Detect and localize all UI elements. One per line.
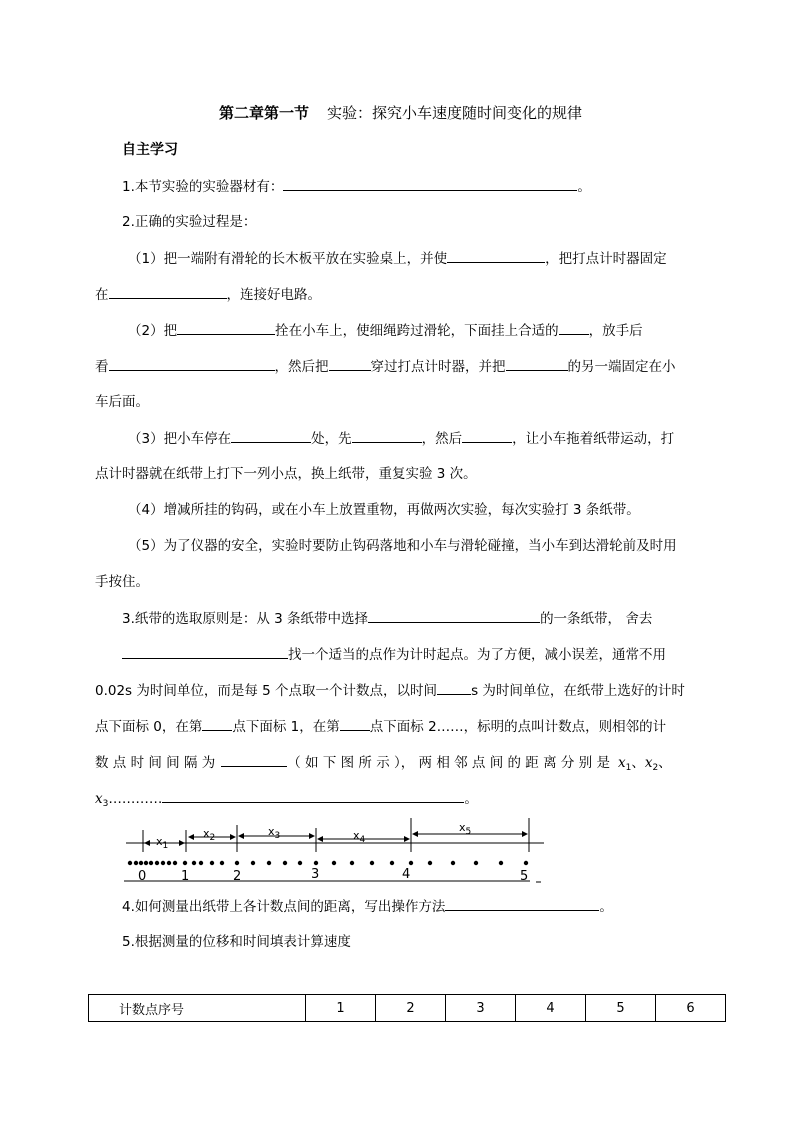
table-col-6[interactable]: 6	[656, 995, 726, 1022]
q3-x1-sub: 1	[625, 763, 632, 773]
tape-dot	[144, 861, 148, 865]
arrowhead	[404, 836, 410, 842]
q3-x2-sub: 2	[652, 763, 659, 773]
q2-s1-b: ，把打点计时器固定	[545, 251, 667, 267]
tape-dot	[149, 861, 153, 865]
table-col-5[interactable]: 5	[586, 995, 656, 1022]
tape-dot	[167, 861, 171, 865]
q2-s3-b: 处，先	[311, 431, 352, 447]
tape-dot	[251, 861, 255, 865]
tape-dots	[128, 861, 528, 865]
q2-s2-f: 穿过打点计时器，并把	[370, 359, 506, 375]
tape-dot	[314, 861, 318, 865]
q3-h: 点下面标 2……，标明的点叫计数点，则相邻的计	[369, 719, 667, 735]
tape-dot	[235, 861, 239, 865]
arrowhead	[412, 831, 418, 837]
q2-step5-line2: 手按住。	[95, 574, 149, 590]
q3-d: 0.02s 为时间单位，而是每 5 个点取一个计数点，以时间	[95, 683, 438, 699]
tape-dot	[183, 861, 187, 865]
tape-dot	[298, 861, 302, 865]
tape-dot	[192, 861, 196, 865]
point-label-4: 4	[402, 867, 411, 882]
q3-x3-sub: 3	[102, 799, 109, 809]
q3-k: …………	[108, 791, 163, 807]
q2-s2-g: 的另一端固定在小	[567, 359, 676, 375]
tape-dot	[173, 861, 177, 865]
tape-dot	[161, 861, 165, 865]
label-x4	[353, 829, 365, 845]
q2-step3-line2: 点计时器就在纸带上打下一列小点，换上纸带，重复实验 3 次。	[95, 466, 477, 482]
q2-s3-d: ，让小车拖着纸带运动，打	[512, 431, 675, 447]
label-x5	[459, 821, 471, 837]
label-x3	[268, 825, 280, 841]
label-x5-x: x	[459, 821, 466, 834]
q3-e: s 为时间单位，在纸带上选好的计时	[471, 683, 685, 699]
label-x2	[203, 827, 215, 843]
q2-s1-a: （1）把一端附有滑轮的长木板平放在实验桌上，并使	[128, 251, 448, 267]
question-5: 5.根据测量的位移和时间填表计算速度	[122, 934, 351, 950]
label-x4-x: x	[353, 829, 360, 842]
tape-dot	[283, 861, 287, 865]
tape-dot	[267, 861, 271, 865]
point-label-3: 3	[311, 867, 320, 882]
q1-end: 。	[577, 179, 591, 195]
arrowhead	[179, 840, 185, 846]
q3-g: 点下面标 1，在第	[232, 719, 340, 735]
q3-x1: x	[617, 755, 626, 771]
q2-s2-a: （2）把	[128, 323, 178, 339]
tape-dot	[499, 861, 503, 865]
q2-s1-c: 在	[95, 287, 109, 303]
tape-dot	[155, 861, 159, 865]
q3-a: 3.纸带的选取原则是：从 3 条纸带中选择	[122, 611, 369, 627]
tape-dot	[199, 861, 203, 865]
q3-end: 。	[464, 791, 478, 807]
q3-c: 找一个适当的点作为计时起点。为了方便，减小误差，通常不用	[288, 647, 666, 663]
label-x3-x: x	[268, 825, 275, 838]
q3-f: 点下面标 0，在第	[95, 719, 203, 735]
q2-s1-d: ，连接好电路。	[226, 287, 321, 303]
tape-dot	[428, 861, 432, 865]
q2-s3-a: （3）把小车停在	[128, 431, 232, 447]
tape-dot	[390, 861, 394, 865]
label-x1-sub: 1	[162, 841, 169, 851]
q3-sep2: 、	[658, 755, 672, 771]
q3-j: （ 如 下 图 所 示 ）， 两 相 邻 点 间 的 距 离 分 别 是	[287, 755, 610, 771]
q3-sep1: 、	[631, 755, 645, 771]
label-x3-sub: 3	[274, 831, 281, 841]
label-x5-sub: 5	[465, 827, 472, 837]
tape-dot	[474, 861, 478, 865]
q3-b: 的一条纸带， 舍去	[540, 611, 653, 627]
q2-s2-e: ，然后把	[274, 359, 329, 375]
table-col-4[interactable]: 4	[516, 995, 586, 1022]
label-x4-sub: 4	[359, 835, 366, 845]
point-label-5: 5	[520, 869, 529, 884]
tape-dot	[409, 861, 413, 865]
q2-step2-line3: 车后面。	[95, 394, 149, 410]
arrowhead	[317, 836, 323, 842]
table-col-2[interactable]: 2	[376, 995, 446, 1022]
arrowhead	[230, 834, 236, 840]
label-x1-x: x	[156, 835, 163, 848]
q3-x3: x	[95, 791, 103, 807]
tape-dot	[220, 861, 224, 865]
arrowhead	[238, 833, 244, 839]
table-col-1[interactable]: 1	[306, 995, 376, 1022]
tape-dot	[139, 861, 143, 865]
table-row	[89, 995, 726, 1022]
q2-s2-b: 拴在小车上，使细绳跨过滑轮，下面挂上合适的	[275, 323, 559, 339]
title-chapter: 第二章第一节	[219, 104, 310, 122]
section-heading: 自主学习	[122, 142, 178, 158]
table-header-cell: 计数点序号	[89, 995, 306, 1022]
point-label-1: 1	[181, 869, 190, 884]
tape-dot	[210, 861, 214, 865]
arrowhead	[188, 834, 194, 840]
q2-s3-c: ，然后	[421, 431, 463, 447]
tape-dot	[524, 861, 528, 865]
tape-dot	[134, 861, 138, 865]
q2-step4: （4）增减所挂的钩码，或在小车上放置重物，再做两次实验，每次实验打 3 条纸带。	[128, 502, 640, 518]
tape-dot	[370, 861, 374, 865]
q4-blank[interactable]	[445, 896, 599, 911]
table-col-3[interactable]: 3	[446, 995, 516, 1022]
point-label-2: 2	[233, 869, 242, 884]
q2-step5-line1: （5）为了仪器的安全，实验时要防止钩码落地和小车与滑轮碰撞，当小车到达滑轮前及时用	[128, 538, 677, 554]
counting-point-table	[88, 994, 726, 1022]
q2-intro: 2.正确的实验过程是：	[122, 214, 257, 230]
title-topic: 实验：探究小车速度随时间变化的规律	[327, 104, 583, 122]
label-x2-x: x	[203, 827, 210, 840]
q3-i: 数 点 时 间 间 隔 为	[95, 755, 216, 771]
arrowhead	[522, 831, 528, 837]
arrowhead	[309, 833, 315, 839]
tape-dot	[350, 861, 354, 865]
label-x1	[156, 835, 168, 851]
point-label-0: 0	[138, 869, 147, 884]
tape-dot	[128, 861, 132, 865]
question-4	[122, 896, 613, 917]
q2-s2-c: ，放手后	[588, 323, 643, 339]
q4-a: 4.如何测量出纸带上各计数点间的距离，写出操作方法	[122, 899, 446, 915]
q2-s2-d: 看	[95, 359, 109, 375]
label-x2-sub: 2	[209, 833, 216, 843]
q3-x2: x	[644, 755, 653, 771]
tape-dot	[451, 861, 455, 865]
q1-text: 1.本节实验的实验器材有：	[122, 179, 284, 195]
q4-end: 。	[599, 899, 613, 915]
tape-dot	[332, 861, 336, 865]
arrowhead	[144, 840, 150, 846]
